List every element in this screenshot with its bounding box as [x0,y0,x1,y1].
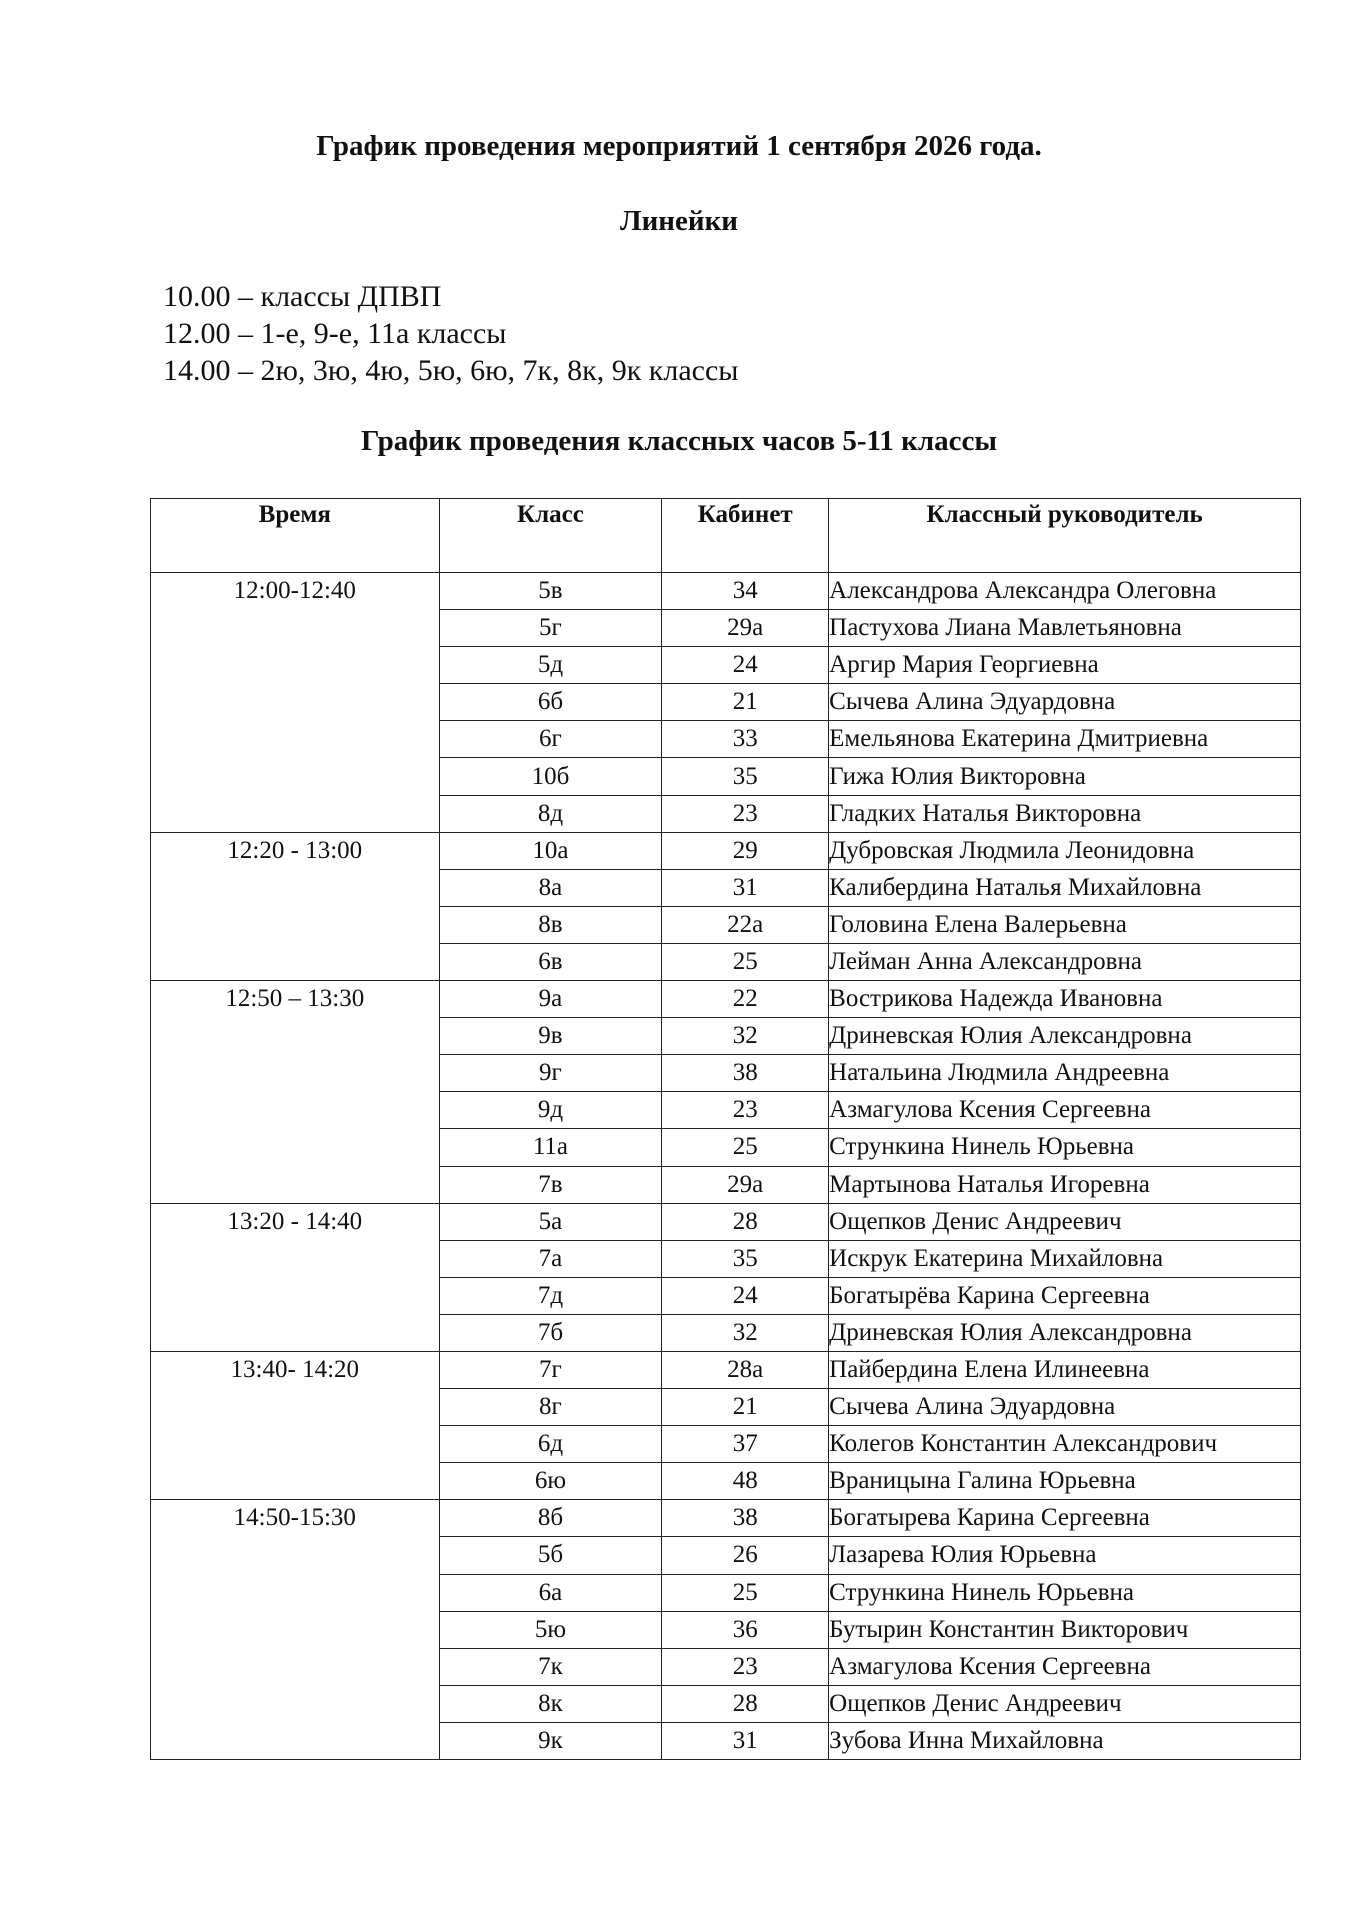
room-cell: 35 [662,1240,829,1277]
teacher-cell: Колегов Константин Александрович [829,1426,1301,1463]
room-cell: 34 [662,573,829,610]
room-cell: 32 [662,1018,829,1055]
teacher-cell: Азмагулова Ксения Сергеевна [829,1092,1301,1129]
teacher-cell: Пайбердина Елена Илинеевна [829,1351,1301,1388]
teacher-cell: Лейман Анна Александровна [829,943,1301,980]
room-cell: 29а [662,610,829,647]
teacher-cell: Искрук Екатерина Михайловна [829,1240,1301,1277]
time-slot-cell: 12:20 - 13:00 [151,832,440,980]
lineup-item: 12.00 – 1-е, 9-е, 11а классы [163,317,507,350]
teacher-cell: Пастухова Лиана Мавлетьяновна [829,610,1301,647]
class-cell: 9а [439,981,662,1018]
teacher-cell: Аргир Мария Георгиевна [829,647,1301,684]
teacher-cell: Гижа Юлия Викторовна [829,758,1301,795]
teacher-cell: Мартынова Наталья Игоревна [829,1166,1301,1203]
teacher-cell: Гладких Наталья Викторовна [829,795,1301,832]
room-cell: 48 [662,1463,829,1500]
page-title: График проведения мероприятий 1 сентября 2026 года. [316,130,1042,162]
column-header-teacher: Классный руководитель [829,499,1301,573]
room-cell: 29 [662,832,829,869]
class-cell: 8б [439,1500,662,1537]
room-cell: 38 [662,1500,829,1537]
room-cell: 23 [662,1648,829,1685]
teacher-cell: Ощепков Денис Андреевич [829,1203,1301,1240]
teacher-cell: Стрункина Нинель Юрьевна [829,1129,1301,1166]
table-row [151,981,1301,1018]
teacher-cell: Александрова Александра Олеговна [829,573,1301,610]
table-body [151,573,1301,1760]
room-cell: 23 [662,795,829,832]
room-cell: 36 [662,1611,829,1648]
class-hours-table [150,498,1301,1760]
table-header-row [151,499,1301,573]
class-cell: 5ю [439,1611,662,1648]
class-cell: 6ю [439,1463,662,1500]
class-cell: 5г [439,610,662,647]
class-cell: 7к [439,1648,662,1685]
class-cell: 7а [439,1240,662,1277]
column-header-class: Класс [439,499,662,573]
lineup-item: 10.00 – классы ДПВП [163,280,442,313]
teacher-cell: Калибердина Наталья Михайловна [829,869,1301,906]
room-cell: 31 [662,869,829,906]
class-cell: 10б [439,758,662,795]
teacher-cell: Богатырева Карина Сергеевна [829,1500,1301,1537]
teacher-cell: Богатырёва Карина Сергеевна [829,1277,1301,1314]
column-header-time: Время [151,499,440,573]
lineups-heading: Линейки [619,205,739,237]
teacher-cell: Лазарева Юлия Юрьевна [829,1537,1301,1574]
class-cell: 7д [439,1277,662,1314]
class-cell: 5а [439,1203,662,1240]
room-cell: 32 [662,1314,829,1351]
room-cell: 24 [662,647,829,684]
room-cell: 21 [662,1389,829,1426]
teacher-cell: Дриневская Юлия Александровна [829,1314,1301,1351]
teacher-cell: Сычева Алина Эдуардовна [829,684,1301,721]
room-cell: 31 [662,1722,829,1759]
class-cell: 8в [439,906,662,943]
teacher-cell: Вострикова Надежда Ивановна [829,981,1301,1018]
class-cell: 5б [439,1537,662,1574]
room-cell: 25 [662,1129,829,1166]
lineup-item: 14.00 – 2ю, 3ю, 4ю, 5ю, 6ю, 7к, 8к, 9к классы [163,354,739,387]
time-slot-cell: 12:50 – 13:30 [151,981,440,1204]
teacher-cell: Бутырин Константин Викторович [829,1611,1301,1648]
room-cell: 28 [662,1685,829,1722]
time-slot-cell: 13:20 - 14:40 [151,1203,440,1351]
class-cell: 6в [439,943,662,980]
column-header-room: Кабинет [662,499,829,573]
teacher-cell: Азмагулова Ксения Сергеевна [829,1648,1301,1685]
class-cell: 10а [439,832,662,869]
class-cell: 7б [439,1314,662,1351]
room-cell: 23 [662,1092,829,1129]
table-row [151,1500,1301,1537]
class-cell: 5в [439,573,662,610]
room-cell: 37 [662,1426,829,1463]
class-cell: 7г [439,1351,662,1388]
table-row [151,573,1301,610]
teacher-cell: Емельянова Екатерина Дмитриевна [829,721,1301,758]
time-slot-cell: 13:40- 14:20 [151,1351,440,1499]
room-cell: 29а [662,1166,829,1203]
class-cell: 6а [439,1574,662,1611]
room-cell: 21 [662,684,829,721]
class-cell: 8д [439,795,662,832]
room-cell: 25 [662,943,829,980]
room-cell: 22а [662,906,829,943]
class-cell: 5д [439,647,662,684]
room-cell: 33 [662,721,829,758]
teacher-cell: Враницына Галина Юрьевна [829,1463,1301,1500]
class-cell: 6д [439,1426,662,1463]
class-cell: 8а [439,869,662,906]
room-cell: 35 [662,758,829,795]
room-cell: 28а [662,1351,829,1388]
class-cell: 8к [439,1685,662,1722]
room-cell: 22 [662,981,829,1018]
table-row [151,1351,1301,1388]
teacher-cell: Головина Елена Валерьевна [829,906,1301,943]
room-cell: 26 [662,1537,829,1574]
class-cell: 8г [439,1389,662,1426]
class-cell: 9к [439,1722,662,1759]
class-cell: 6г [439,721,662,758]
class-cell: 7в [439,1166,662,1203]
teacher-cell: Стрункина Нинель Юрьевна [829,1574,1301,1611]
class-cell: 9д [439,1092,662,1129]
class-cell: 9г [439,1055,662,1092]
table-row [151,832,1301,869]
class-cell: 11а [439,1129,662,1166]
teacher-cell: Дриневская Юлия Александровна [829,1018,1301,1055]
time-slot-cell: 14:50-15:30 [151,1500,440,1760]
teacher-cell: Ощепков Денис Андреевич [829,1685,1301,1722]
room-cell: 25 [662,1574,829,1611]
teacher-cell: Дубровская Людмила Леонидовна [829,832,1301,869]
room-cell: 38 [662,1055,829,1092]
teacher-cell: Сычева Алина Эдуардовна [829,1389,1301,1426]
teacher-cell: Натальина Людмила Андреевна [829,1055,1301,1092]
class-hours-heading: График проведения классных часов 5-11 классы [360,425,998,457]
room-cell: 28 [662,1203,829,1240]
class-cell: 6б [439,684,662,721]
table-row [151,1203,1301,1240]
room-cell: 24 [662,1277,829,1314]
time-slot-cell: 12:00-12:40 [151,573,440,833]
teacher-cell: Зубова Инна Михайловна [829,1722,1301,1759]
class-cell: 9в [439,1018,662,1055]
lineups-list [163,278,738,389]
